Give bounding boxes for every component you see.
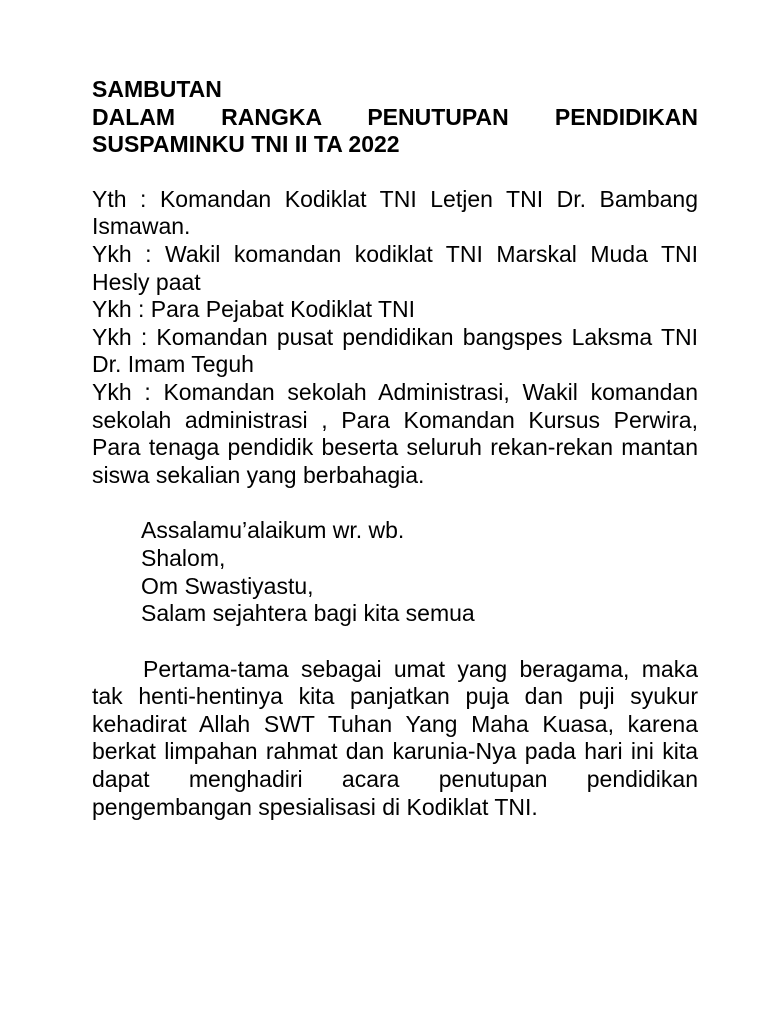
spacer [92, 489, 698, 517]
addressee-item: Ykh : Komandan pusat pendidikan bangspes Laksma TNI Dr. Imam Teguh [92, 323, 698, 378]
greeting-line: Om Swastiyastu, [141, 572, 314, 599]
addressee-item: Ykh : Wakil komandan kodiklat TNI Marskal Muda TNI Hesly paat [92, 240, 698, 295]
spacer [92, 159, 698, 186]
body-paragraph: Pertama-tama sebagai umat yang beragama, maka tak henti-hentinya kita panjatkan puja dan puji syukur kehadirat Allah SWT Tuhan Yang Maha Kuasa, karena berkat limpahan rahmat dan karunia-Nya pada hari ini kita dapat menghadiri acara penutupan pendidikan pengembangan spesialisasi di Kodiklat TNI. [92, 655, 698, 820]
addressee-list [92, 186, 698, 490]
document-title [92, 76, 698, 159]
addressee-item: Ykh : Para Pejabat Kodiklat TNI [92, 296, 416, 323]
addressee-item: Ykh : Komandan sekolah Administrasi, Wakil komandan sekolah administrasi , Para Komandan Kursus Perwira, Para tenaga pendidik beserta seluruh rekan-rekan mantan siswa sekalian yang berbahagia. [92, 378, 698, 488]
greeting-line: Shalom, [141, 544, 226, 571]
greeting-line: Assalamu’alaikum wr. wb. [141, 517, 405, 544]
spacer [92, 628, 698, 656]
title-line-2: DALAM RANGKA PENUTUPAN PENDIDIKAN [92, 103, 698, 130]
title-line-3: SUSPAMINKU TNI II TA 2022 [92, 131, 400, 158]
title-line-1: SAMBUTAN [92, 76, 222, 102]
greetings-block [92, 517, 698, 627]
greeting-line: Salam sejahtera bagi kita semua [141, 600, 475, 627]
addressee-item: Yth : Komandan Kodiklat TNI Letjen TNI Dr. Bambang Ismawan. [92, 185, 698, 240]
